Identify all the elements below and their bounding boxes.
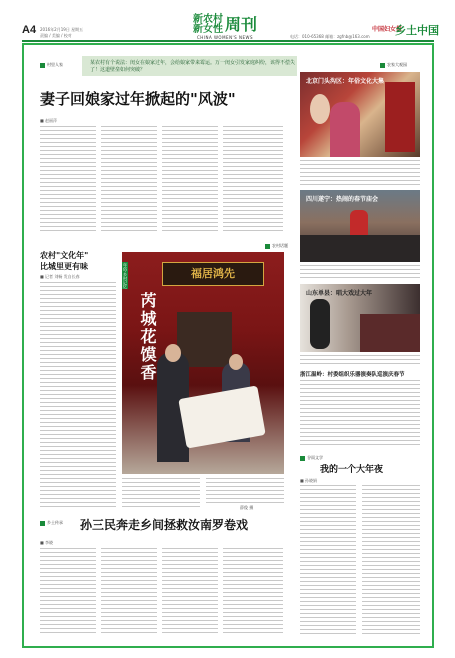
contact-line: 电话：010-65368 邮箱：zgfnb@163.com	[290, 34, 370, 39]
masthead-line1: 新农村	[192, 14, 223, 25]
tag-square-icon	[265, 244, 270, 249]
left-byline: ■ 记者 刘畅 发自长春	[40, 274, 80, 279]
photo-opera	[300, 284, 420, 352]
essay-tag-label: 谷雨文学	[307, 455, 323, 460]
feature-title: 芮城花馍香	[138, 292, 157, 382]
photo-audience	[360, 314, 420, 352]
photo-figure	[310, 94, 330, 124]
masthead-line2: 新女性	[192, 24, 223, 35]
right-tag	[380, 62, 407, 68]
masthead-en: CHINA WOMEN'S NEWS	[197, 35, 253, 40]
brand-logo: 中国妇女报	[372, 26, 403, 33]
photo-crowd	[300, 235, 420, 262]
photo-actor	[310, 299, 330, 349]
feature-text-1	[122, 478, 200, 510]
tag-square-icon	[380, 63, 385, 68]
feature-face-right	[229, 354, 243, 370]
left-head-line1: 农村"文化年"	[40, 251, 89, 260]
bottom-column-1	[40, 548, 96, 636]
tag-square-icon	[40, 63, 45, 68]
feature-photo	[122, 252, 284, 474]
left-side-tag-label: 农村话题	[272, 243, 288, 248]
main-column-4	[223, 126, 283, 234]
feature-photo-credit: 薛俊 摄	[240, 505, 254, 510]
photo-decor	[385, 82, 415, 152]
editor-line: 责编 / 美编 / 校对	[40, 33, 72, 38]
right-story-head: 浙江温岭：村委组织乐器演奏队巡演庆春节	[300, 372, 405, 378]
main-byline: ■ 赵丽萍	[40, 118, 58, 123]
feature-bun-tray	[178, 385, 265, 448]
feature-tag: 年俗·乡村记忆	[123, 263, 128, 289]
main-column-3	[162, 126, 218, 234]
essay-column-1	[300, 485, 356, 635]
bottom-byline: ■ 李晓	[40, 540, 54, 545]
masthead-word: 周刊	[224, 15, 257, 34]
photo2-caption: 四川遂宁：热闹的春节庙会	[306, 196, 379, 203]
header-rule	[22, 40, 434, 42]
main-column-2	[101, 126, 157, 234]
main-story-tag-label: 村里人家	[47, 62, 63, 67]
left-column	[40, 282, 116, 507]
main-column-1	[40, 126, 96, 234]
intro-text: 某农村有个说法：闺女在娘家过年，会给娘家带来霉运。万一闺女引发家庭纠纷，该得不偿失了！这道壁垒如何突破？	[90, 60, 296, 73]
essay-tag	[300, 455, 323, 461]
date-line: 2016年2月19日 星期五	[40, 27, 84, 32]
photo1-text	[300, 160, 420, 188]
bottom-headline: 孙三民奔走乡间拯救汝南罗卷戏	[80, 518, 249, 532]
photo-temple-fair	[300, 190, 420, 262]
photo3-caption: 山东单县：唱大戏过大年	[306, 290, 373, 297]
photo-figure	[330, 102, 360, 157]
bottom-tag	[40, 520, 63, 526]
section-name: 乡土中国	[395, 24, 439, 37]
right-tag-label: 农家大观园	[387, 62, 407, 67]
bottom-tag-label: 乡土传承	[47, 520, 63, 525]
feature-sign-board	[162, 262, 264, 286]
tag-square-icon	[40, 521, 45, 526]
feature-text-2	[206, 478, 284, 504]
photo2-text	[300, 265, 420, 281]
photo-folk-fair	[300, 72, 420, 157]
tag-square-icon	[300, 456, 305, 461]
page-number: A4	[22, 24, 37, 36]
feature-face-left	[165, 344, 181, 362]
photo3-text	[300, 355, 420, 367]
bottom-column-3	[162, 548, 218, 636]
photo1-caption: 北京门头沟区：年俗文化大集	[306, 78, 385, 85]
left-side-tag	[265, 243, 288, 249]
essay-title: 我的一个大年夜	[320, 465, 384, 475]
left-head-line2: 比城里更有味	[40, 262, 88, 271]
essay-byline: ■ 孙晓娟	[300, 478, 318, 483]
feature-sign-text: 福居鸿先	[191, 267, 235, 280]
bottom-column-4	[223, 548, 283, 636]
essay-column-2	[362, 485, 420, 635]
bottom-column-2	[101, 548, 157, 636]
main-headline: 妻子回娘家过年掀起的"风波"	[40, 90, 236, 108]
masthead	[185, 15, 265, 40]
main-story-tag	[40, 62, 63, 68]
right-story-text	[300, 380, 420, 448]
